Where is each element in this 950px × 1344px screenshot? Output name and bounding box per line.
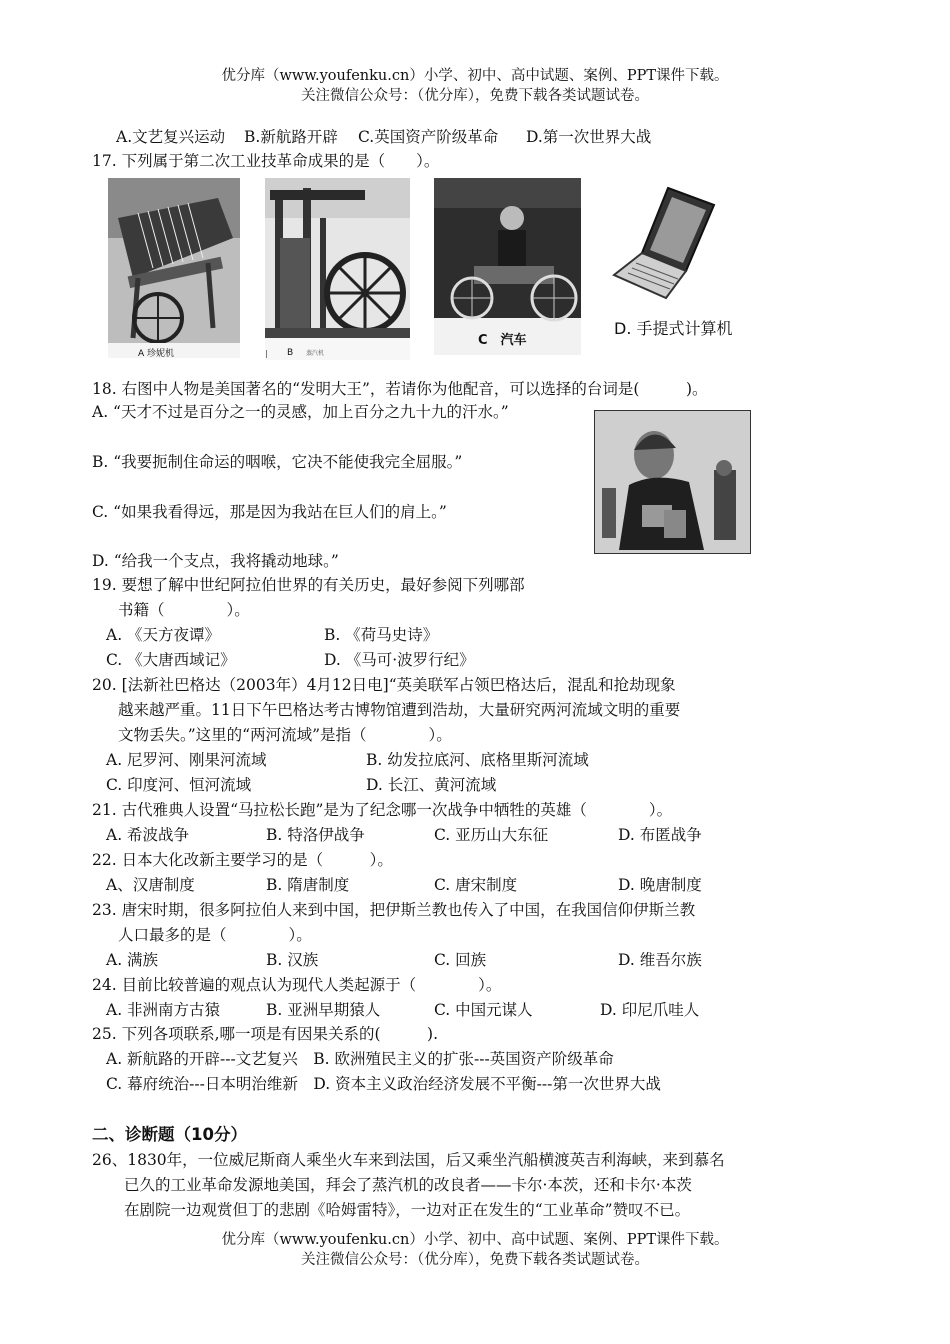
q22-stem: 22. 日本大化改新主要学习的是（ ）。 (92, 851, 393, 869)
q24-option-c: C. 中国元谋人 (434, 1001, 533, 1019)
q22-option-b: B. 隋唐制度 (266, 876, 350, 894)
q18-option-d: D. “给我一个支点，我将撬动地球。” (92, 552, 339, 570)
q19-stem-2: 书籍（ ）。 (118, 601, 250, 619)
q19-option-b: B. 《荷马史诗》 (324, 626, 439, 644)
q20-option-d: D. 长江、黄河流域 (366, 776, 497, 794)
q26-line-1: 26、1830年，一位威尼斯商人乘坐火车来到法国，后又乘坐汽船横渡英吉利海峡，来到慕名 (92, 1151, 725, 1169)
q22-option-a: A、汉唐制度 (106, 876, 195, 894)
caption-a: A 珍妮机 (138, 349, 175, 359)
footer-line-1: 优分库（www.youfenku.cn）小学、初中、高中试题、案例、PPT课件下载。 (221, 1232, 729, 1248)
q20-stem-1: 20. [法新社巴格达（2003年）4月12日电]“英美联军占领巴格达后，混乱和抢劫现象 (92, 676, 676, 694)
q25-stem: 25. 下列各项联系,哪一项是有因果关系的( ). (92, 1025, 439, 1043)
q20-stem-3: 文物丢失。”这里的“两河流域”是指（ ）。 (118, 726, 452, 744)
caption-d: D. 手提式计算机 (614, 319, 733, 338)
q20-stem-2: 越来越严重。11日下午巴格达考古博物馆遭到浩劫，大量研究两河流域文明的重要 (118, 701, 681, 719)
q18-option-b: B. “我要扼制住命运的咽喉，它决不能使我完全屈服。” (92, 453, 463, 471)
q26-line-2: 已久的工业革命发源地美国，拜会了蒸汽机的改良者——卡尔·本茨，还和卡尔·本茨 (124, 1176, 692, 1194)
edison-photo (594, 410, 751, 554)
q23-stem-2: 人口最多的是（ ）。 (118, 926, 312, 944)
footer-line-2: 关注微信公众号：（优分库），免费下载各类试题试卷。 (301, 1252, 649, 1268)
q23-option-a: A. 满族 (106, 951, 159, 969)
q24-option-b: B. 亚洲早期猿人 (266, 1001, 381, 1019)
q23-option-d: D. 维吾尔族 (618, 951, 702, 969)
q19-option-c: C. 《大唐西域记》 (106, 651, 236, 669)
q16-option-c: C.英国资产阶级革命 (358, 128, 499, 146)
q24-option-d: D. 印尼爪哇人 (600, 1001, 700, 1019)
spinning-jenny-image (108, 178, 240, 358)
q19-stem-1: 19. 要想了解中世纪阿拉伯世界的有关历史，最好参阅下列哪部 (92, 576, 525, 594)
q21-option-a: A. 希波战争 (106, 826, 190, 844)
q20-option-c: C. 印度河、恒河流域 (106, 776, 252, 794)
q23-stem-1: 23. 唐宋时期，很多阿拉伯人来到中国，把伊斯兰教也传入了中国，在我国信仰伊斯兰教 (92, 901, 696, 919)
q24-stem: 24. 目前比较普遍的观点认为现代人类起源于（ ）。 (92, 976, 502, 994)
q19-option-d: D. 《马可·波罗行纪》 (324, 651, 475, 669)
q20-option-b: B. 幼发拉底河、底格里斯河流域 (366, 751, 589, 769)
section-2-title: 二、诊断题（10分） (92, 1125, 247, 1144)
q24-option-a: A. 非洲南方古猿 (106, 1001, 221, 1019)
steam-engine-image (265, 178, 410, 360)
caption-c: C 汽车 (478, 333, 527, 348)
q18-option-a: A. “天才不过是百分之一的灵感，加上百分之九十九的汗水。” (92, 403, 509, 421)
q25-options-row-1: A. 新航路的开辟---文艺复兴 B. 欧洲殖民主义的扩张---英国资产阶级革命 (106, 1050, 614, 1068)
q21-option-d: D. 布匿战争 (618, 826, 702, 844)
q18-option-c: C. “如果我看得远，那是因为我站在巨人们的肩上。” (92, 503, 447, 521)
caption-b-marker: | (265, 349, 268, 358)
q20-option-a: A. 尼罗河、刚果河流域 (106, 751, 267, 769)
q19-option-a: A. 《天方夜谭》 (106, 626, 221, 644)
caption-b: B (287, 348, 294, 358)
q25-options-row-2: C. 幕府统治---日本明治维新 D. 资本主义政治经济发展不平衡---第一次世界大战 (106, 1075, 661, 1093)
q26-line-3: 在剧院一边观赏但丁的悲剧《哈姆雷特》，一边对正在发生的“工业革命”赞叹不已。 (124, 1201, 691, 1219)
q21-option-c: C. 亚历山大东征 (434, 826, 549, 844)
laptop-image (606, 183, 721, 309)
q23-option-b: B. 汉族 (266, 951, 319, 969)
q22-option-d: D. 晚唐制度 (618, 876, 702, 894)
q23-option-c: C. 回族 (434, 951, 487, 969)
q17-stem: 17. 下列属于第二次工业技革命成果的是（ ）。 (92, 152, 440, 170)
q21-stem: 21. 古代雅典人设置“马拉松长跑”是为了纪念哪一次战争中牺牲的英雄（ ）。 (92, 801, 673, 819)
caption-b-small: 蒸汽机 (306, 350, 325, 357)
automobile-image (434, 178, 581, 355)
q16-option-a: A.文艺复兴运动 (116, 128, 226, 146)
q16-option-d: D.第一次世界大战 (526, 128, 652, 146)
header-line-1: 优分库（www.youfenku.cn）小学、初中、高中试题、案例、PPT课件下载。 (221, 68, 729, 84)
q22-option-c: C. 唐宋制度 (434, 876, 518, 894)
header-line-2: 关注微信公众号：（优分库），免费下载各类试题试卷。 (301, 88, 649, 104)
q21-option-b: B. 特洛伊战争 (266, 826, 365, 844)
q18-stem: 18. 右图中人物是美国著名的“发明大王”，若请你为他配音，可以选择的台词是( )。 (92, 380, 708, 398)
q16-option-b: B.新航路开辟 (244, 128, 338, 146)
